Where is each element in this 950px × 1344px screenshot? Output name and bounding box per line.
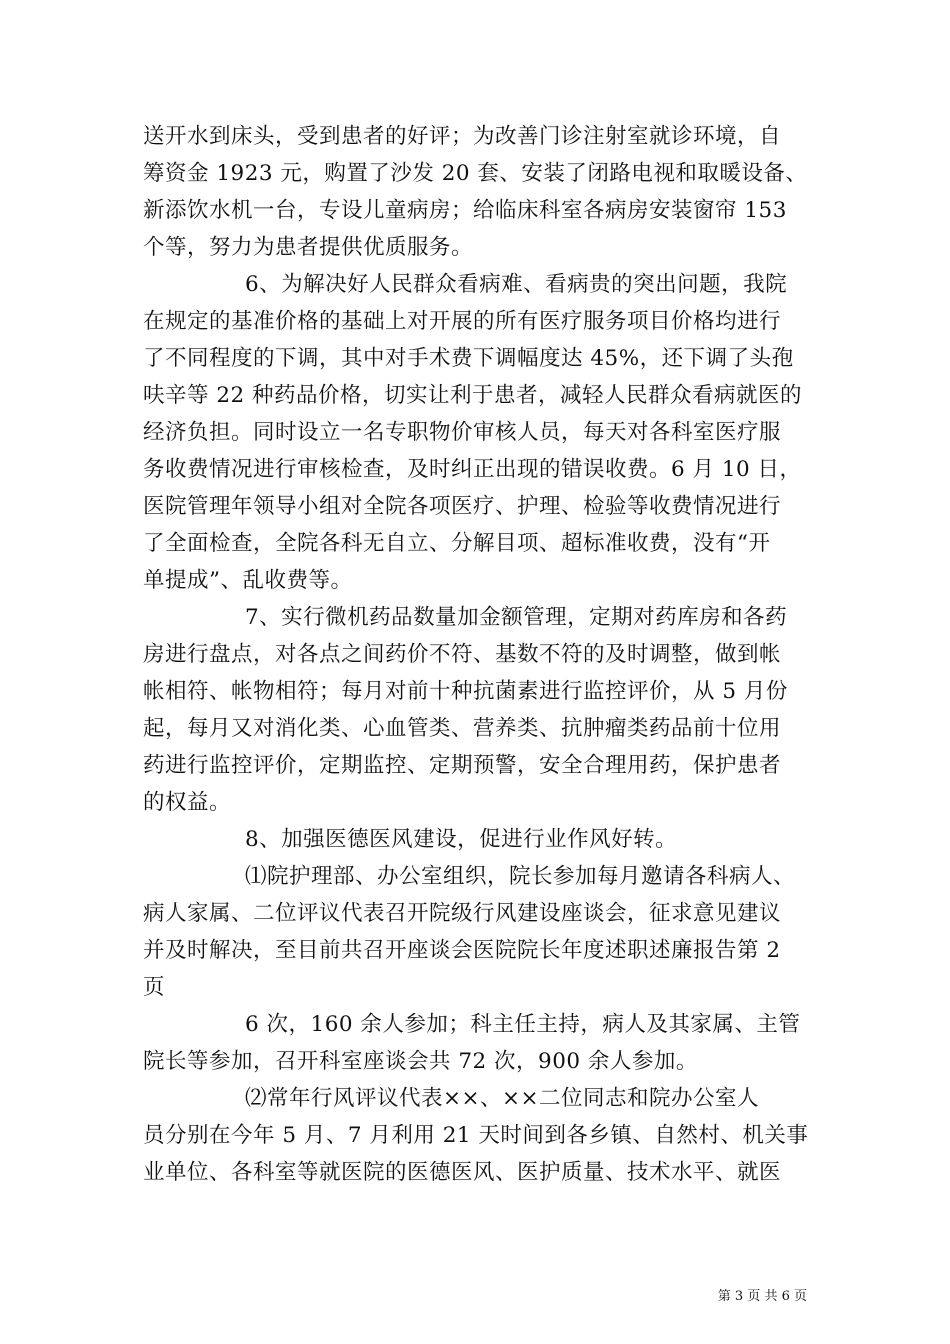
text-line: 单提成”、乱收费等。: [143, 568, 353, 593]
text-line: 个等，努力为患者提供优质服务。: [143, 235, 474, 260]
section-8-heading: 8、加强医德医风建设，促进行业作风好转。: [245, 827, 678, 852]
text-line: 了全面检查，全院各科无自立、分解目项、超标准收费，没有“开: [143, 531, 771, 556]
text-line: 员分别在今年 5 月、7 月利用 21 天时间到各乡镇、自然村、机关事: [143, 1123, 809, 1148]
text-line: 并及时解决，至目前共召开座谈会医院院长年度述职述廉报告第 2: [143, 938, 781, 963]
text-line: 房进行盘点，对各点之间药价不符、基数不符的及时调整，做到帐: [143, 642, 782, 667]
text-line: 帐相符、帐物相符；每月对前十种抗菌素进行监控评价，从 5 月份: [143, 679, 788, 704]
item-1-first-line: ⑴院护理部、办公室组织，院长参加每月邀请各科病人、: [245, 864, 796, 889]
text-line: 经济负担。同时设立一名专职物价审核人员，每天对各科室医疗服: [143, 420, 782, 445]
text-line: 业单位、各科室等就医院的医德医风、医护质量、技术水平、就医: [143, 1160, 782, 1185]
text-line: 呋辛等 22 种药品价格，切实让利于患者，减轻人民群众看病就医的: [143, 383, 803, 408]
text-line: 了不同程度的下调，其中对手术费下调幅度达 45%，还下调了头孢: [143, 346, 794, 371]
text-line: 务收费情况进行审核检查，及时纠正出现的错误收费。6 月 10 日，: [143, 457, 802, 482]
text-line: 在规定的基准价格的基础上对开展的所有医疗服务项目价格均进行: [143, 309, 782, 334]
text-line: 药进行监控评价，定期监控、定期预警，安全合理用药，保护患者: [143, 753, 782, 778]
paragraph-7-first-line: 7、实行微机药品数量加金额管理，定期对药库房和各药: [245, 605, 788, 630]
text-line: 起，每月又对消化类、心血管类、营养类、抗肿瘤类药品前十位用: [143, 716, 782, 741]
text-line: 新添饮水机一台，专设儿童病房；给临床科室各病房安装窗帘 153: [143, 198, 787, 223]
text-line: 院长等参加，召开科室座谈会共 72 次，900 余人参加。: [143, 1049, 698, 1074]
page-number-footer: 第 3 页 共 6 页: [717, 1289, 807, 1304]
continuation-first-line: 6 次，160 余人参加；科主任主持，病人及其家属、主管: [245, 1012, 801, 1037]
paragraph-6-first-line: 6、为解决好人民群众看病难、看病贵的突出问题，我院: [245, 272, 788, 297]
text-line: 页: [143, 975, 166, 1000]
text-line: 医院管理年领导小组对全院各项医疗、护理、检验等收费情况进行: [143, 494, 782, 519]
item-2-first-line: ⑵常年行风评议代表××、××二位同志和院办公室人: [245, 1086, 760, 1111]
text-line: 病人家属、二位评议代表召开院级行风建设座谈会，征求意见建议: [143, 901, 782, 926]
text-line: 筹资金 1923 元，购置了沙发 20 套、安装了闭路电视和取暖设备、: [143, 161, 808, 186]
text-line: 送开水到床头，受到患者的好评；为改善门诊注射室就诊环境，自: [143, 124, 782, 149]
text-line: 的权益。: [143, 790, 232, 815]
